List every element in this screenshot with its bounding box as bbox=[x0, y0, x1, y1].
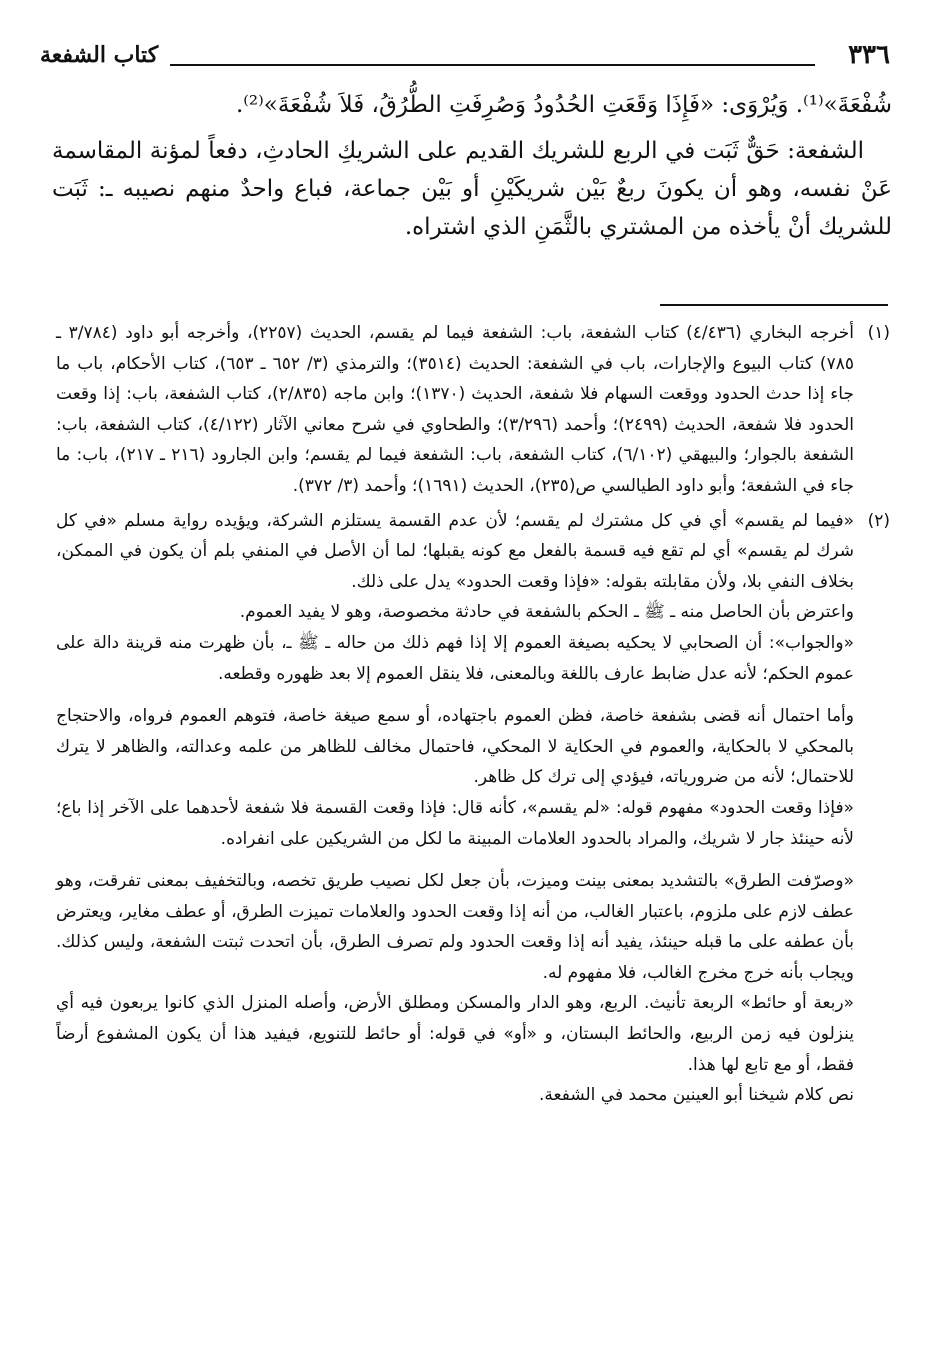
footnote-paragraph: «فإذا وقعت الحدود» مفهوم قوله: «لم يقسم»، كأنه قال: فإذا وقعت القسمة فلا شفعة لأحدهما على الآخر إذا باع؛ لأنه حينئذ جار لا شريك، والمراد بالحدود العلامات المبينة ما لكل من الشريكين على انفراده. bbox=[56, 797, 854, 849]
footnote-paragraph: «ربعة أو حائط» الربعة تأنيث. الربع، وهو الدار والمسكن ومطلق الأرض، وأصله المنزل الذي كانوا يربعون فيه أي ينزلون فيه زمن الربيع، والحائط البستان، و «أو» في قوله: أو حائط للتنويع، فيفيد هذا أن يكون المشفوع أرضاً فقط، أو مع تابع لها هذا. bbox=[56, 993, 854, 1075]
page-header bbox=[40, 36, 890, 76]
footnote-number: (١) bbox=[867, 323, 890, 343]
footnote-paragraph: «والجواب»: أن الصحابي لا يحكيه بصيغة العموم إلا إذا فهم ذلك من حاله ـ ﷺ ـ، بأن ظهرت منه قرينة دالة على عموم الحكم؛ لأنه عدل ضابط عارف باللغة وبالمعنى، فلا ينقل العموم إلا بعد ظهوره وقطعه. bbox=[56, 632, 854, 684]
footnote-number: (٢) bbox=[867, 510, 890, 531]
main-text bbox=[52, 86, 892, 246]
hadith-continuation: شُفْعَةَ»⁽¹⁾. وَيُرْوَى: «فَإِذَا وَقَعَتِ الحُدُودُ وَصُرِفَتِ الطُّرُقُ، فَلاَ شُفْعَةَ»⁽²⁾. bbox=[235, 92, 892, 118]
page-number: ٣٣٦ bbox=[848, 40, 890, 70]
header-rule bbox=[170, 64, 815, 66]
footnote-2 bbox=[56, 506, 890, 1111]
definition-paragraph: الشفعة: حَقٌّ ثَبَت في الربع للشريك القديم على الشريكِ الحادثِ، دفعاً لمؤنة المقاسمة عَنْ نفسه، وهو أن يكونَ ربعٌ بَيْن شريكَيْنِ أو بَيْن جماعة، فباع واحدٌ منهم نصيبه ـ: ثَبَت للشريك أنْ يأخذه من المشتري بالثَّمَنِ الذي اشتراه. bbox=[52, 138, 892, 240]
book-title: كتاب الشفعة bbox=[40, 42, 159, 68]
footnote-paragraph: وأما احتمال أنه قضى بشفعة خاصة، فظن العموم باجتهاده، أو سمع صيغة خاصة، فتوهم العموم فرواه، والاحتجاج بالمحكي لا بالحكاية، والعموم في الحكاية لا المحكي، فاحتمال مخالف للظاهر من علمه وعدالته، والظاهر لا يترك للاحتمال؛ لأنه من ضرورياته، فيؤدي إلى ترك كل ظاهر. bbox=[56, 706, 854, 788]
footnote-paragraph: «وصرّفت الطرق» بالتشديد بمعنى بينت وميزت، بأن جعل لكل نصيب طريق تخصه، وبالتخفيف بمعنى تفرقت، وهو عطف لازم على ملزوم، باعتبار الغالب، من أنه إذا وقعت الحدود والعلامات تميزت الطرق، أو عطف مغاير، ويعترض بأن عطفه على ما قبله حينئذ، يفيد أنه إذا وقعت الحدود ولم تصرف الطرق، بأن اتحدت ثبتت الشفعة، وليس كذلك. ويجاب بأنه خرج مخرج الغالب، فلا مفهوم له. bbox=[56, 871, 854, 983]
footnote-separator bbox=[660, 304, 888, 306]
footnote-text: أخرجه البخاري (٤/٤٣٦) كتاب الشفعة، باب: الشفعة فيما لم يقسم، الحديث (٢٢٥٧)، وأخرجه أبو داود (٣/٧٨٤ ـ ٧٨٥) كتاب البيوع والإجارات، باب في الشفعة: الحديث (٣٥١٤)؛ والترمذي (٣/ ٦٥٢ ـ ٦٥٣)، كتاب الأحكام، باب ما جاء إذا حدث الحدود ووقعت السهام فلا شفعة، الحديث (١٣٧٠)؛ وابن ماجه (٢/٨٣٥)، كتاب الشفعة، باب: إذا وقعت الحدود فلا شفعة، الحديث (٢٤٩٩)؛ وأحمد (٣/٢٩٦)؛ والطحاوي في شرح معاني الآثار (٤/١٢٢)، كتاب الشفعة، باب: الشفعة بالجوار؛ والبيهقي (٦/١٠٢)، كتاب الشفعة، باب: الشفعة فيما لم يقسم؛ وابن الجارود (٢١٦ ـ ٢١٧)، باب: ما جاء في الشفعة؛ وأبو داود الطيالسي ص(٢٣٥)، الحديث (١٦٩١)؛ وأحمد (٣/ ٣٧٢). bbox=[56, 323, 855, 496]
footnote-1 bbox=[56, 318, 890, 502]
footnote-paragraph: نص كلام شيخنا أبو العينين محمد في الشفعة. bbox=[539, 1085, 854, 1106]
footnotes bbox=[56, 318, 890, 1111]
footnote-paragraph: واعترض بأن الحاصل منه ـ ﷺ ـ الحكم بالشفعة في حادثة مخصوصة، وهو لا يفيد العموم. bbox=[239, 602, 854, 623]
footnote-paragraph: «فيما لم يقسم» أي في كل مشترك لم يقسم؛ لأن عدم القسمة يستلزم الشركة، ويؤيده رواية مسلم «في كل شرك لم يقسم» أي لم تقع فيه قسمة بالفعل مع كونه يقبلها؛ لما أن الأصل في المنفي بلم أن يكون في الممكن، بخلاف النفي بلا، ولأن مقابلته بقوله: «فإذا وقعت الحدود» يدل على ذلك. bbox=[56, 510, 854, 592]
